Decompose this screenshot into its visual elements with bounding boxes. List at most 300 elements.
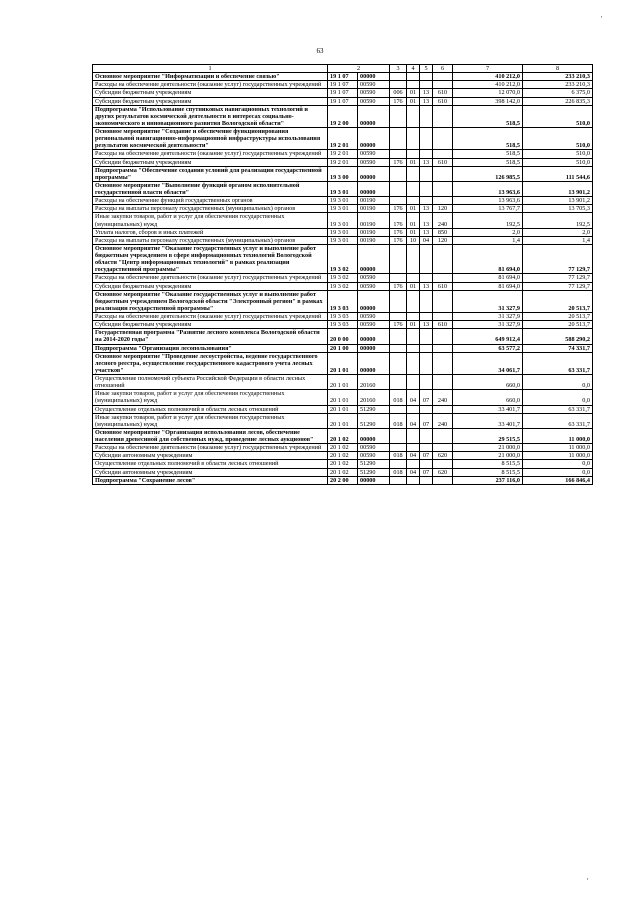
row-code-cell: 19 2 00 bbox=[328, 105, 358, 127]
row-executed-cell: 111 544,6 bbox=[523, 166, 593, 181]
row-executed-cell: 13 901,2 bbox=[523, 181, 593, 196]
row-subcode-cell: 00000 bbox=[358, 73, 390, 81]
row-subcode-cell: 00190 bbox=[358, 197, 390, 205]
row-admin-cell bbox=[390, 197, 407, 205]
row-section-cell: 01 bbox=[407, 89, 420, 97]
table-row bbox=[93, 128, 593, 150]
row-subcode-cell: 00590 bbox=[358, 282, 390, 290]
row-code-cell: 20 2 00 bbox=[328, 476, 358, 484]
header-cell: 4 bbox=[407, 65, 420, 73]
row-admin-cell bbox=[390, 344, 407, 352]
row-amount-cell: 410 212,0 bbox=[453, 81, 523, 89]
row-type-cell bbox=[433, 274, 453, 282]
table-body bbox=[93, 73, 593, 485]
row-code-cell: 19 2 01 bbox=[328, 150, 358, 158]
row-amount-cell: 13 963,6 bbox=[453, 197, 523, 205]
row-amount-cell: 518,5 bbox=[453, 105, 523, 127]
row-section-cell: 04 bbox=[407, 413, 420, 428]
row-subsection-cell: 13 bbox=[420, 228, 433, 236]
row-subsection-cell bbox=[420, 428, 433, 443]
header-cell: 2 bbox=[328, 65, 390, 73]
row-type-cell bbox=[433, 105, 453, 127]
row-type-cell bbox=[433, 375, 453, 390]
row-admin-cell bbox=[390, 329, 407, 344]
row-amount-cell: 21 000,0 bbox=[453, 452, 523, 460]
row-executed-cell: 0,0 bbox=[523, 390, 593, 405]
row-amount-cell: 31 327,9 bbox=[453, 290, 523, 312]
row-name-cell: Иные закупки товаров, работ и услуг для обеспечения государственных (муниципальных) нужд bbox=[93, 213, 328, 228]
row-admin-cell: 018 bbox=[390, 390, 407, 405]
row-subsection-cell: 07 bbox=[420, 452, 433, 460]
row-subsection-cell: 04 bbox=[420, 236, 433, 244]
row-subcode-cell: 00000 bbox=[358, 329, 390, 344]
row-amount-cell: 34 061,7 bbox=[453, 352, 523, 374]
row-code-cell: 19 3 01 bbox=[328, 228, 358, 236]
row-amount-cell: 13 963,6 bbox=[453, 181, 523, 196]
row-type-cell: 610 bbox=[433, 158, 453, 166]
row-subcode-cell: 00190 bbox=[358, 228, 390, 236]
row-executed-cell: 11 000,0 bbox=[523, 444, 593, 452]
row-admin-cell: 176 bbox=[390, 236, 407, 244]
row-code-cell: 19 3 03 bbox=[328, 321, 358, 329]
row-code-cell: 19 3 02 bbox=[328, 282, 358, 290]
row-admin-cell bbox=[390, 73, 407, 81]
row-subcode-cell: 00000 bbox=[358, 105, 390, 127]
row-executed-cell: 6 375,0 bbox=[523, 89, 593, 97]
table-row bbox=[93, 228, 593, 236]
row-section-cell bbox=[407, 460, 420, 468]
row-subcode-cell: 00590 bbox=[358, 274, 390, 282]
row-code-cell: 19 2 01 bbox=[328, 128, 358, 150]
row-subsection-cell: 07 bbox=[420, 413, 433, 428]
row-name-cell: Основное мероприятие "Выполнение функций органом исполнительной государственной власти области" bbox=[93, 181, 328, 196]
table-row bbox=[93, 236, 593, 244]
row-code-cell: 19 1 07 bbox=[328, 73, 358, 81]
table-row bbox=[93, 97, 593, 105]
row-section-cell bbox=[407, 166, 420, 181]
row-name-cell: Расходы на обеспечение деятельности (оказание услуг) государственных учреждений bbox=[93, 274, 328, 282]
row-type-cell: 620 bbox=[433, 452, 453, 460]
row-amount-cell: 33 401,7 bbox=[453, 413, 523, 428]
row-type-cell: 240 bbox=[433, 390, 453, 405]
row-admin-cell: 176 bbox=[390, 205, 407, 213]
header-cell: 7 bbox=[453, 65, 523, 73]
table-row bbox=[93, 313, 593, 321]
row-type-cell bbox=[433, 128, 453, 150]
row-amount-cell: 660,0 bbox=[453, 390, 523, 405]
row-section-cell bbox=[407, 405, 420, 413]
table-row bbox=[93, 460, 593, 468]
table-row bbox=[93, 81, 593, 89]
row-section-cell: 01 bbox=[407, 228, 420, 236]
row-type-cell: 610 bbox=[433, 97, 453, 105]
row-type-cell: 120 bbox=[433, 236, 453, 244]
row-code-cell: 19 3 00 bbox=[328, 166, 358, 181]
row-subcode-cell: 51290 bbox=[358, 468, 390, 476]
row-admin-cell: 176 bbox=[390, 282, 407, 290]
row-name-cell: Подпрограмма "Организация лесопользования" bbox=[93, 344, 328, 352]
row-code-cell: 19 3 02 bbox=[328, 274, 358, 282]
row-section-cell: 01 bbox=[407, 213, 420, 228]
row-subcode-cell: 51290 bbox=[358, 413, 390, 428]
row-subcode-cell: 00000 bbox=[358, 428, 390, 443]
row-admin-cell bbox=[390, 290, 407, 312]
row-code-cell: 20 1 01 bbox=[328, 390, 358, 405]
row-name-cell: Субсидии бюджетным учреждениям bbox=[93, 89, 328, 97]
table-row bbox=[93, 274, 593, 282]
row-executed-cell: 63 331,7 bbox=[523, 352, 593, 374]
row-name-cell: Подпрограмма "Использование спутниковых навигационных технологий и других результатов космической деятельности в интересах социально-экономического и инновационного развития Вологодской области" bbox=[93, 105, 328, 127]
row-admin-cell bbox=[390, 476, 407, 484]
header-row bbox=[93, 65, 593, 73]
row-subcode-cell: 00000 bbox=[358, 290, 390, 312]
row-section-cell: 01 bbox=[407, 97, 420, 105]
row-subcode-cell: 00000 bbox=[358, 181, 390, 196]
row-executed-cell: 11 000,0 bbox=[523, 452, 593, 460]
table-row bbox=[93, 282, 593, 290]
header-cell: 3 bbox=[390, 65, 407, 73]
row-executed-cell: 233 210,3 bbox=[523, 73, 593, 81]
row-code-cell: 19 3 03 bbox=[328, 290, 358, 312]
row-name-cell: Субсидии бюджетным учреждениям bbox=[93, 282, 328, 290]
row-executed-cell: 2,0 bbox=[523, 228, 593, 236]
row-amount-cell: 8 515,5 bbox=[453, 460, 523, 468]
row-executed-cell: 1,4 bbox=[523, 236, 593, 244]
row-name-cell: Государственная программа "Развитие лесного комплекса Вологодской области на 2014-2020 годы" bbox=[93, 329, 328, 344]
row-amount-cell: 518,5 bbox=[453, 158, 523, 166]
row-admin-cell: 018 bbox=[390, 468, 407, 476]
row-admin-cell: 176 bbox=[390, 158, 407, 166]
row-subsection-cell: 13 bbox=[420, 282, 433, 290]
table-row bbox=[93, 197, 593, 205]
row-executed-cell: 63 331,7 bbox=[523, 405, 593, 413]
row-subcode-cell: 00190 bbox=[358, 236, 390, 244]
row-executed-cell: 74 331,7 bbox=[523, 344, 593, 352]
row-type-cell bbox=[433, 352, 453, 374]
row-type-cell bbox=[433, 428, 453, 443]
table-row bbox=[93, 352, 593, 374]
row-code-cell: 19 3 01 bbox=[328, 181, 358, 196]
row-section-cell: 01 bbox=[407, 282, 420, 290]
row-subsection-cell bbox=[420, 476, 433, 484]
row-amount-cell: 2,0 bbox=[453, 228, 523, 236]
row-type-cell: 240 bbox=[433, 213, 453, 228]
row-type-cell bbox=[433, 329, 453, 344]
row-name-cell: Расходы на обеспечение деятельности (оказание услуг) государственных учреждений bbox=[93, 444, 328, 452]
row-section-cell: 01 bbox=[407, 205, 420, 213]
row-subcode-cell: 00000 bbox=[358, 476, 390, 484]
row-name-cell: Основное мероприятие "Организация использования лесов, обеспечение населения древесиной для собственных нужд, проведение лесных аукционов" bbox=[93, 428, 328, 443]
row-section-cell bbox=[407, 128, 420, 150]
row-executed-cell: 192,5 bbox=[523, 213, 593, 228]
row-name-cell: Субсидии бюджетным учреждениям bbox=[93, 321, 328, 329]
row-amount-cell: 21 000,0 bbox=[453, 444, 523, 452]
row-amount-cell: 237 116,0 bbox=[453, 476, 523, 484]
row-admin-cell bbox=[390, 428, 407, 443]
header-cell: 5 bbox=[420, 65, 433, 73]
row-section-cell bbox=[407, 73, 420, 81]
row-amount-cell: 192,5 bbox=[453, 213, 523, 228]
row-name-cell: Осуществление отдельных полномочий в области лесных отношений bbox=[93, 405, 328, 413]
row-code-cell: 20 1 01 bbox=[328, 352, 358, 374]
row-executed-cell: 166 846,4 bbox=[523, 476, 593, 484]
row-admin-cell bbox=[390, 181, 407, 196]
row-code-cell: 20 1 01 bbox=[328, 413, 358, 428]
row-subsection-cell bbox=[420, 460, 433, 468]
row-section-cell bbox=[407, 197, 420, 205]
row-executed-cell: 226 835,3 bbox=[523, 97, 593, 105]
table-row bbox=[93, 166, 593, 181]
row-admin-cell: 176 bbox=[390, 97, 407, 105]
header-cell: 8 bbox=[523, 65, 593, 73]
row-name-cell: Иные закупки товаров, работ и услуг для обеспечения государственных (муниципальных) нужд bbox=[93, 413, 328, 428]
row-subcode-cell: 00190 bbox=[358, 205, 390, 213]
row-code-cell: 20 0 00 bbox=[328, 329, 358, 344]
row-name-cell: Осуществление полномочий субъекта Российской Федерации в области лесных отношений bbox=[93, 375, 328, 390]
budget-table bbox=[92, 64, 593, 485]
row-admin-cell bbox=[390, 444, 407, 452]
row-subcode-cell: 00590 bbox=[358, 150, 390, 158]
row-code-cell: 20 1 02 bbox=[328, 444, 358, 452]
row-type-cell bbox=[433, 460, 453, 468]
row-admin-cell: 006 bbox=[390, 89, 407, 97]
row-subsection-cell bbox=[420, 81, 433, 89]
row-admin-cell bbox=[390, 352, 407, 374]
row-name-cell: Иные закупки товаров, работ и услуг для обеспечения государственных (муниципальных) нужд bbox=[93, 390, 328, 405]
row-type-cell: 240 bbox=[433, 413, 453, 428]
row-section-cell bbox=[407, 105, 420, 127]
row-executed-cell: 13 705,3 bbox=[523, 205, 593, 213]
row-subsection-cell bbox=[420, 329, 433, 344]
table-row bbox=[93, 344, 593, 352]
row-section-cell: 01 bbox=[407, 321, 420, 329]
row-subcode-cell: 20160 bbox=[358, 375, 390, 390]
row-executed-cell: 510,0 bbox=[523, 128, 593, 150]
row-subsection-cell bbox=[420, 73, 433, 81]
row-subsection-cell: 13 bbox=[420, 97, 433, 105]
row-amount-cell: 398 142,0 bbox=[453, 97, 523, 105]
row-code-cell: 19 3 01 bbox=[328, 197, 358, 205]
row-section-cell bbox=[407, 150, 420, 158]
row-type-cell bbox=[433, 476, 453, 484]
row-subcode-cell: 51290 bbox=[358, 405, 390, 413]
table-row bbox=[93, 244, 593, 274]
row-subsection-cell bbox=[420, 166, 433, 181]
row-section-cell bbox=[407, 313, 420, 321]
row-admin-cell: 176 bbox=[390, 213, 407, 228]
row-subcode-cell: 00000 bbox=[358, 352, 390, 374]
row-subcode-cell: 00590 bbox=[358, 158, 390, 166]
row-subsection-cell bbox=[420, 150, 433, 158]
row-subsection-cell: 13 bbox=[420, 321, 433, 329]
row-type-cell: 610 bbox=[433, 89, 453, 97]
row-type-cell bbox=[433, 244, 453, 274]
row-subcode-cell: 00190 bbox=[358, 213, 390, 228]
row-subcode-cell: 00590 bbox=[358, 444, 390, 452]
row-name-cell: Расходы на обеспечение деятельности (оказание услуг) государственных учреждений bbox=[93, 313, 328, 321]
row-name-cell: Расходы на выплаты персоналу государственных (муниципальных) органов bbox=[93, 236, 328, 244]
row-executed-cell: 11 000,0 bbox=[523, 428, 593, 443]
row-subcode-cell: 00590 bbox=[358, 452, 390, 460]
row-name-cell: Субсидии бюджетным учреждениям bbox=[93, 97, 328, 105]
row-section-cell: 04 bbox=[407, 468, 420, 476]
row-code-cell: 19 3 01 bbox=[328, 213, 358, 228]
row-admin-cell: 176 bbox=[390, 228, 407, 236]
row-code-cell: 19 1 07 bbox=[328, 89, 358, 97]
row-executed-cell: 510,0 bbox=[523, 150, 593, 158]
row-admin-cell bbox=[390, 244, 407, 274]
row-code-cell: 19 3 01 bbox=[328, 236, 358, 244]
row-amount-cell: 126 985,5 bbox=[453, 166, 523, 181]
row-subcode-cell: 00590 bbox=[358, 97, 390, 105]
row-executed-cell: 588 290,2 bbox=[523, 329, 593, 344]
row-name-cell: Основное мероприятие "Оказание государственных услуг и выполнение работ бюджетным учреждением Вологодской области "Электронный регион" в рамках реализации государственной программы" bbox=[93, 290, 328, 312]
row-section-cell bbox=[407, 344, 420, 352]
row-admin-cell bbox=[390, 274, 407, 282]
table-row bbox=[93, 73, 593, 81]
row-section-cell bbox=[407, 329, 420, 344]
row-name-cell: Подпрограмма "Сохранение лесов" bbox=[93, 476, 328, 484]
row-type-cell bbox=[433, 290, 453, 312]
table-row bbox=[93, 390, 593, 405]
row-type-cell bbox=[433, 81, 453, 89]
row-type-cell: 620 bbox=[433, 468, 453, 476]
row-admin-cell bbox=[390, 313, 407, 321]
row-section-cell bbox=[407, 81, 420, 89]
row-subsection-cell bbox=[420, 313, 433, 321]
row-section-cell bbox=[407, 476, 420, 484]
row-subsection-cell bbox=[420, 181, 433, 196]
row-name-cell: Субсидии автономным учреждениям bbox=[93, 468, 328, 476]
table-row bbox=[93, 476, 593, 484]
row-section-cell: 04 bbox=[407, 452, 420, 460]
row-code-cell: 19 3 01 bbox=[328, 205, 358, 213]
row-type-cell bbox=[433, 150, 453, 158]
table-row bbox=[93, 413, 593, 428]
row-executed-cell: 77 129,7 bbox=[523, 274, 593, 282]
row-subcode-cell: 00000 bbox=[358, 244, 390, 274]
row-section-cell bbox=[407, 290, 420, 312]
row-section-cell: 01 bbox=[407, 158, 420, 166]
row-executed-cell: 0,0 bbox=[523, 460, 593, 468]
row-subsection-cell: 13 bbox=[420, 158, 433, 166]
table-row bbox=[93, 452, 593, 460]
row-amount-cell: 31 327,9 bbox=[453, 313, 523, 321]
row-type-cell: 120 bbox=[433, 205, 453, 213]
row-code-cell: 20 1 01 bbox=[328, 405, 358, 413]
row-type-cell bbox=[433, 405, 453, 413]
row-admin-cell bbox=[390, 105, 407, 127]
table-row bbox=[93, 375, 593, 390]
row-executed-cell: 77 129,7 bbox=[523, 244, 593, 274]
row-name-cell: Основное мероприятие "Информатизации и обеспечение связью" bbox=[93, 73, 328, 81]
header-cell: 6 bbox=[433, 65, 453, 73]
table-row bbox=[93, 468, 593, 476]
row-subcode-cell: 00590 bbox=[358, 321, 390, 329]
row-type-cell: 610 bbox=[433, 282, 453, 290]
row-subcode-cell: 00590 bbox=[358, 313, 390, 321]
row-section-cell bbox=[407, 244, 420, 274]
row-type-cell bbox=[433, 166, 453, 181]
row-admin-cell: 018 bbox=[390, 452, 407, 460]
row-amount-cell: 410 212,0 bbox=[453, 73, 523, 81]
table-row bbox=[93, 150, 593, 158]
row-subsection-cell: 13 bbox=[420, 205, 433, 213]
row-amount-cell: 31 327,9 bbox=[453, 321, 523, 329]
row-name-cell: Расходы на обеспечение деятельности (оказание услуг) государственных учреждений bbox=[93, 81, 328, 89]
row-amount-cell: 81 694,0 bbox=[453, 244, 523, 274]
row-admin-cell: 176 bbox=[390, 321, 407, 329]
row-type-cell bbox=[433, 197, 453, 205]
row-name-cell: Расходы на обеспечение деятельности (оказание услуг) государственных учреждений bbox=[93, 150, 328, 158]
row-subsection-cell bbox=[420, 105, 433, 127]
row-code-cell: 19 1 07 bbox=[328, 97, 358, 105]
row-name-cell: Основное мероприятие "Оказание государственных услуг и выполнение работ бюджетным учреждением в сфере информационных технологий Вологодской области "Центр информационных технологий" в рамках реализации государственной программы" bbox=[93, 244, 328, 274]
scan-mark-top: · bbox=[600, 12, 603, 22]
row-name-cell: Подпрограмма "Обеспечение создания условий для реализации государственной программы" bbox=[93, 166, 328, 181]
row-admin-cell bbox=[390, 375, 407, 390]
row-admin-cell: 018 bbox=[390, 413, 407, 428]
table-row bbox=[93, 321, 593, 329]
row-amount-cell: 13 767,7 bbox=[453, 205, 523, 213]
row-section-cell: 04 bbox=[407, 390, 420, 405]
row-subcode-cell: 00000 bbox=[358, 344, 390, 352]
row-name-cell: Расходы на выплаты персоналу государственных (муниципальных) органов bbox=[93, 205, 328, 213]
row-section-cell bbox=[407, 428, 420, 443]
row-amount-cell: 29 515,5 bbox=[453, 428, 523, 443]
row-type-cell bbox=[433, 181, 453, 196]
row-type-cell bbox=[433, 444, 453, 452]
row-subcode-cell: 00000 bbox=[358, 128, 390, 150]
table-row bbox=[93, 444, 593, 452]
row-executed-cell: 510,0 bbox=[523, 105, 593, 127]
row-amount-cell: 63 577,2 bbox=[453, 344, 523, 352]
row-name-cell: Субсидии автономным учреждениям bbox=[93, 452, 328, 460]
row-executed-cell: 20 513,7 bbox=[523, 321, 593, 329]
table-row bbox=[93, 428, 593, 443]
table-row bbox=[93, 213, 593, 228]
row-subsection-cell bbox=[420, 444, 433, 452]
row-admin-cell bbox=[390, 128, 407, 150]
row-amount-cell: 518,5 bbox=[453, 150, 523, 158]
row-subsection-cell bbox=[420, 405, 433, 413]
row-subsection-cell bbox=[420, 352, 433, 374]
row-executed-cell: 77 129,7 bbox=[523, 282, 593, 290]
table-row bbox=[93, 405, 593, 413]
table-row bbox=[93, 329, 593, 344]
row-amount-cell: 660,0 bbox=[453, 375, 523, 390]
row-subsection-cell: 13 bbox=[420, 213, 433, 228]
row-amount-cell: 81 694,0 bbox=[453, 274, 523, 282]
row-section-cell: 10 bbox=[407, 236, 420, 244]
row-subcode-cell: 51290 bbox=[358, 460, 390, 468]
row-code-cell: 20 1 01 bbox=[328, 375, 358, 390]
table-row bbox=[93, 290, 593, 312]
header-cell: 1 bbox=[93, 65, 328, 73]
row-subcode-cell: 00590 bbox=[358, 89, 390, 97]
row-subsection-cell bbox=[420, 274, 433, 282]
row-subsection-cell bbox=[420, 128, 433, 150]
row-admin-cell bbox=[390, 460, 407, 468]
row-amount-cell: 518,5 bbox=[453, 128, 523, 150]
row-executed-cell: 63 331,7 bbox=[523, 413, 593, 428]
row-amount-cell: 12 070,0 bbox=[453, 89, 523, 97]
row-amount-cell: 649 912,4 bbox=[453, 329, 523, 344]
row-subsection-cell bbox=[420, 197, 433, 205]
table-row bbox=[93, 158, 593, 166]
row-executed-cell: 20 513,7 bbox=[523, 313, 593, 321]
row-executed-cell: 20 513,7 bbox=[523, 290, 593, 312]
